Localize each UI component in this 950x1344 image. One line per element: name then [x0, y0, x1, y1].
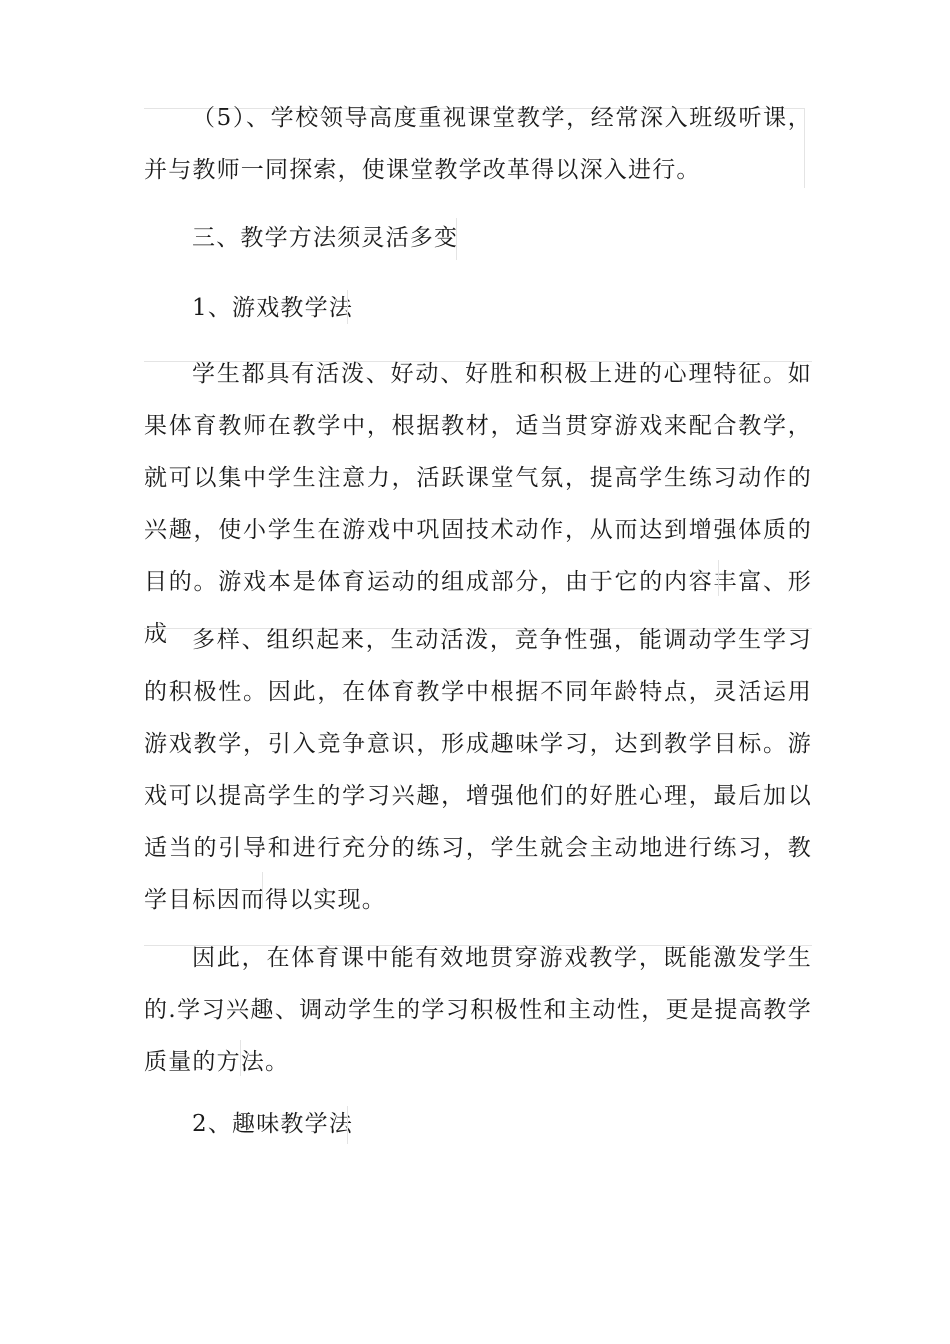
game-paragraph-2: 多样、组织起来，生动活泼，竞争性强，能调动学生学习的积极性。因此，在体育教学中根据不同年龄特点，灵活运用游戏教学，引入竞争意识，形成趣味学习，达到教学目标。游戏可以提高学生的学习兴趣，增强他们的好胜心理，最后加以适当的引导和进行充分的练习，学生就会主动地进行练习，教学目标因而得以实现。 — [144, 627, 812, 913]
game-paragraph-3: 因此，在体育课中能有效地贯穿游戏教学，既能激发学生的.学习兴趣、调动学生的学习积极性和主动性，更是提高教学质量的方法。 — [144, 945, 812, 1075]
frame-line — [347, 290, 348, 324]
subsection-2-heading: 2、趣味教学法 — [192, 1111, 354, 1137]
frame-line — [262, 872, 263, 908]
subsection-1-heading: 1、游戏教学法 — [192, 295, 354, 321]
frame-line — [456, 218, 457, 260]
paragraph-5: （5）、学校领导高度重视课堂教学，经常深入班级听课，并与教师一同探索，使课堂教学改革得以深入进行。 — [144, 105, 812, 183]
section-3-heading: 三、教学方法须灵活多变 — [192, 225, 459, 251]
frame-line — [240, 1040, 241, 1076]
frame-line — [347, 1106, 348, 1144]
frame-line — [718, 560, 719, 596]
game-paragraph-1: 学生都具有活泼、好动、好胜和积极上进的心理特征。如果体育教师在教学中，根据教材，适当贯穿游戏来配合教学，就可以集中学生注意力，活跃课堂气氛，提高学生练习动作的兴趣，使小学生在游戏中巩固技术动作，从而达到增强体质的目的。游戏本是体育运动的组成部分，由于它的内容丰富、形成 — [144, 361, 812, 647]
